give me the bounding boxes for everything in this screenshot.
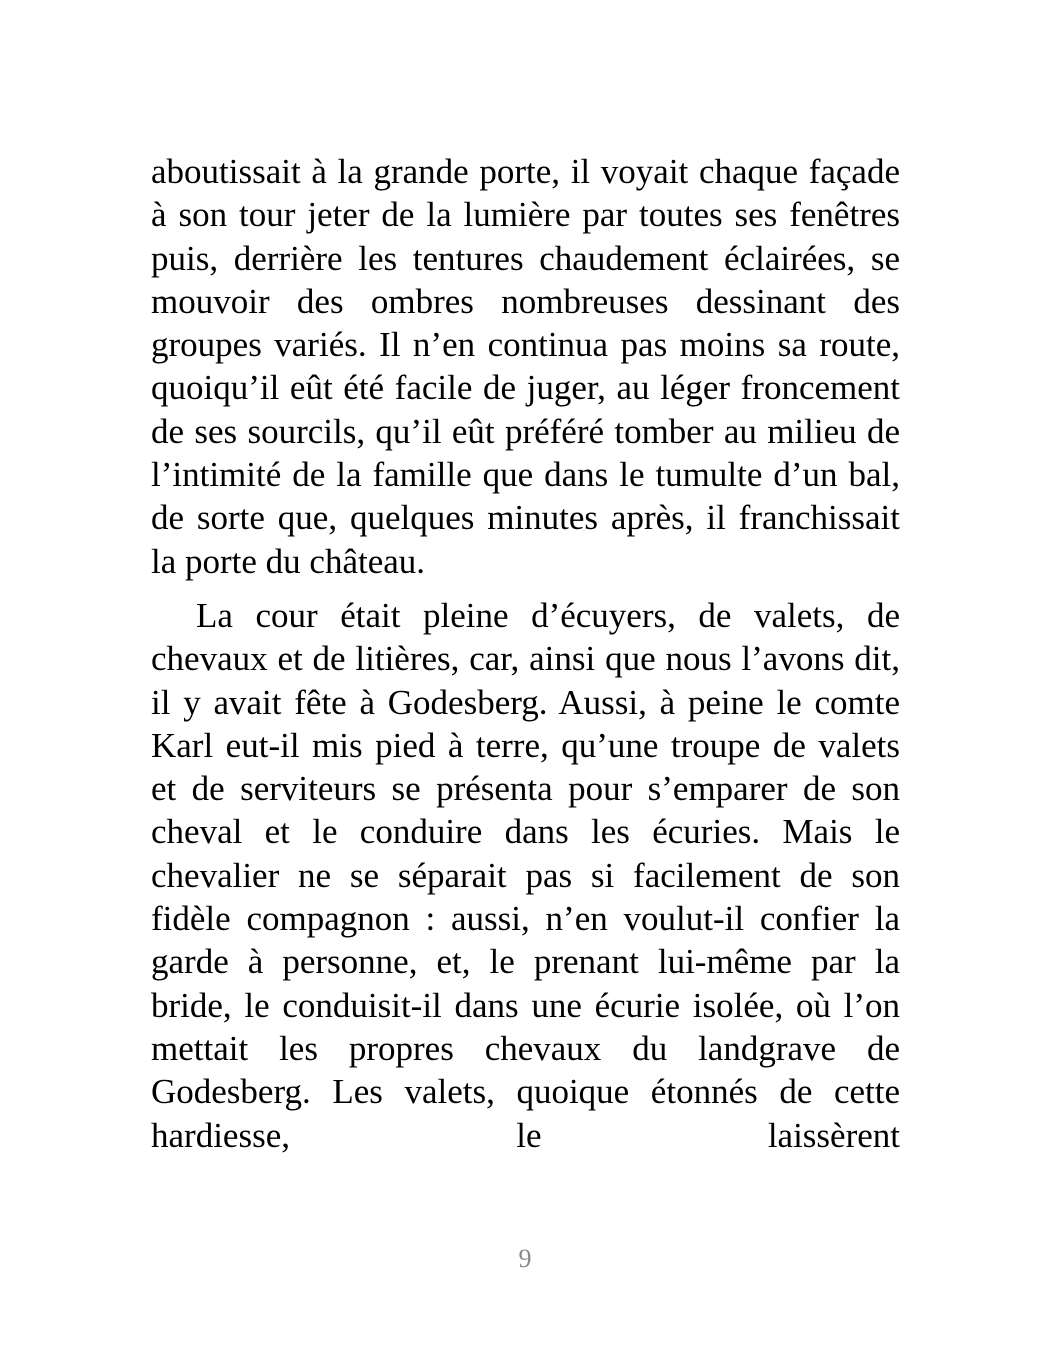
paragraph-1: aboutissait à la grande porte, il voyait chaque façade à son tour jeter de la lumière par toutes ses fenêtres puis, derrière les tentures chaudement éclairées, se mouvoir des ombres nombreuses dessinant des groupes variés. Il n’en continua pas moins sa route, quoiqu’il eût été facile de juger, au léger froncement de ses sourcils, qu’il eût préféré tomber au milieu de l’intimité de la famille que dans le tumulte d’un bal, de sorte que, quelques minutes après, il franchissait la porte du château. xyxy=(151,152,900,581)
page-number: 9 xyxy=(518,1244,532,1273)
paragraph-2: La cour était pleine d’écuyers, de valets, de chevaux et de litières, car, ainsi que nous l’avons dit, il y avait fête à Godesberg. Aussi, à peine le comte Karl eut-il mis pied à terre, qu’une troupe de valets et de serviteurs se présenta pour s’emparer de son cheval et le conduire dans les écuries. Mais le chevalier ne se séparait pas si facilement de son fidèle compagnon : aussi, n’en voulut-il confier la garde à personne, et, le prenant lui-même par la bride, le conduisit-il dans une écurie isolée, où l’on mettait les propres chevaux du landgrave de Godesberg. Les valets, quoique étonnés de cette hardiesse, le laissèrent xyxy=(151,595,900,1155)
body-text xyxy=(151,150,900,1157)
